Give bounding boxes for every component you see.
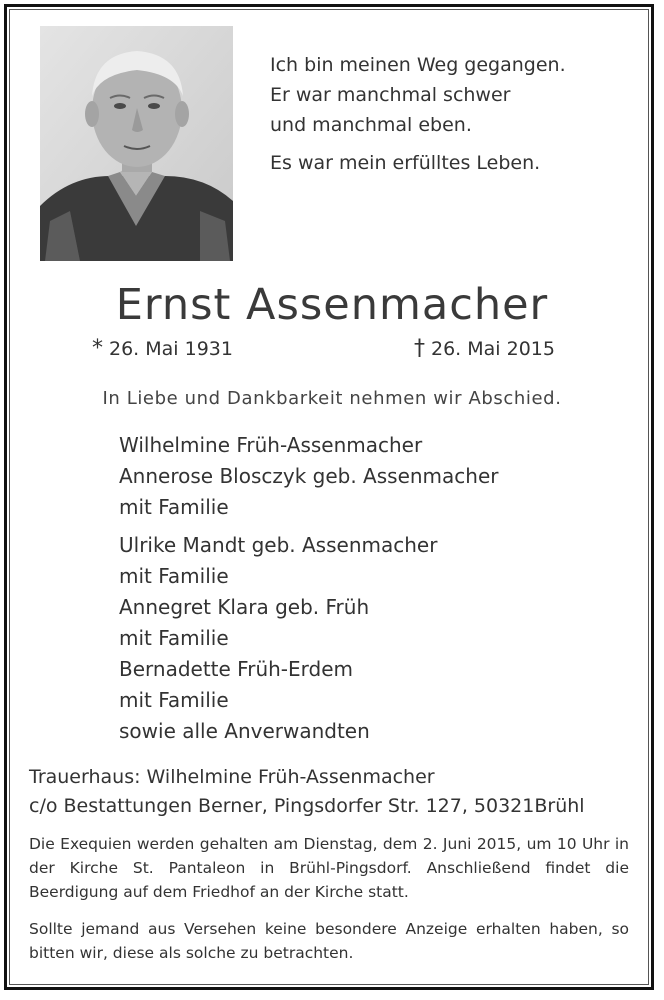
portrait-photo	[40, 26, 233, 261]
poem	[270, 50, 640, 178]
notice-text: Sollte jemand aus Versehen keine besondere Anzeige erhalten haben, so bitten wir, diese als solche zu betrachten.	[29, 920, 629, 962]
trauerhaus-line: Trauerhaus: Wilhelmine Früh-Assenmacher	[29, 766, 435, 788]
mourner-line: sowie alle Anverwandten	[119, 719, 370, 743]
birth-date-row	[92, 336, 233, 361]
mourner-line: Ulrike Mandt geb. Assenmacher	[119, 533, 438, 557]
farewell-text: In Liebe und Dankbarkeit nehmen wir Abschied.	[102, 388, 562, 409]
mourners-list	[119, 430, 499, 747]
mourner-line: Wilhelmine Früh-Assenmacher	[119, 433, 423, 457]
birth-date: 26. Mai 1931	[109, 338, 233, 360]
death-date: 26. Mai 2015	[431, 338, 555, 360]
poem-line: Es war mein erfülltes Leben.	[270, 152, 541, 174]
mourner-line: Annegret Klara geb. Früh	[119, 595, 370, 619]
poem-line: Ich bin meinen Weg gegangen.	[270, 54, 566, 76]
death-date-row	[414, 336, 555, 361]
trauerhaus	[29, 763, 585, 821]
service-info	[29, 832, 629, 978]
poem-line: und manchmal eben.	[270, 114, 472, 136]
mourner-line: mit Familie	[119, 564, 229, 588]
mourner-line: mit Familie	[119, 688, 229, 712]
mourner-line: mit Familie	[119, 626, 229, 650]
deceased-name: Ernst Assenmacher	[115, 280, 549, 330]
mourner-line: Bernadette Früh-Erdem	[119, 657, 354, 681]
exequien-text: Die Exequien werden gehalten am Dienstag, dem 2. Juni 2015, um 10 Uhr in der Kirche St. Pantaleon in Brühl-Pingsdorf. Anschließend findet die Beerdigung auf dem Friedhof an der Kirche statt.	[29, 835, 629, 901]
cross-icon: †	[414, 336, 425, 361]
poem-line: Er war manchmal schwer	[270, 84, 511, 106]
trauerhaus-address: c/o Bestattungen Berner, Pingsdorfer Str. 127, 50321Brühl	[29, 795, 585, 817]
mourner-line: mit Familie	[119, 495, 229, 519]
mourner-line: Annerose Blosczyk geb. Assenmacher	[119, 464, 499, 488]
birth-star-icon: *	[92, 336, 103, 361]
